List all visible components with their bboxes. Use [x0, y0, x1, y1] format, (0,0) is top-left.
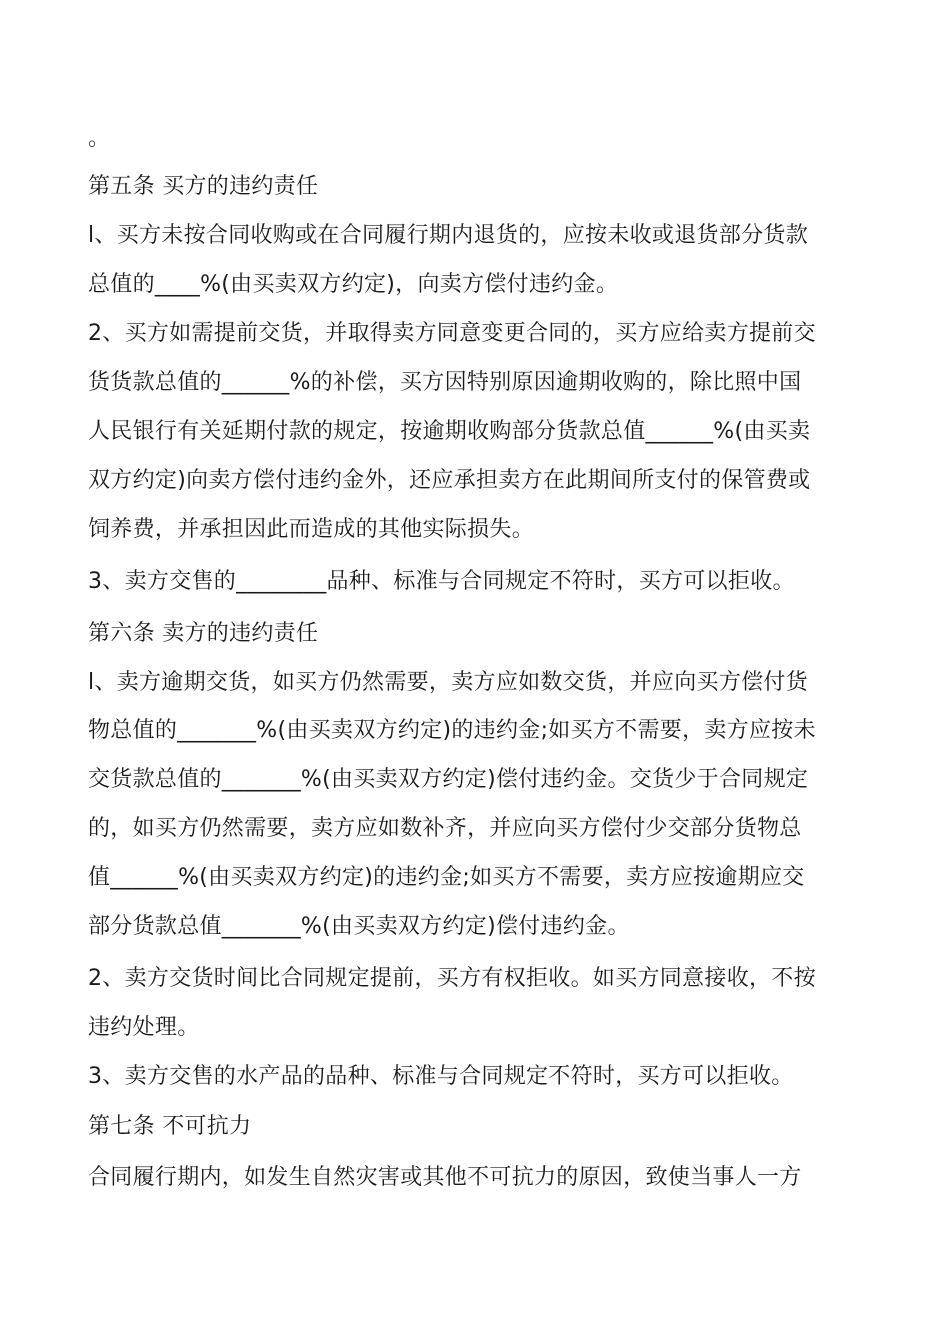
text-line: 部分货款总值_______%(由买卖双方约定)偿付违约金。: [88, 914, 630, 939]
text-line: 3、卖方交售的水产品的品种、标准与合同规定不符时，买方可以拒收。: [88, 1064, 794, 1089]
text-line: l、卖方逾期交货，如买方仍然需要，卖方应如数交货，并应向买方偿付货: [88, 670, 809, 695]
text-line: 值______%(由买卖双方约定)的违约金;如买方不需要，卖方应按逾期应交: [88, 865, 805, 890]
article-six-heading: 第六条 卖方的违约责任: [88, 621, 319, 646]
text-line: 交货款总值的_______%(由买卖双方约定)偿付违约金。交货少于合同规定: [88, 767, 809, 792]
text-line: 总值的____%(由买卖双方约定)，向卖方偿付违约金。: [88, 272, 619, 297]
text-line: 违约处理。: [88, 1015, 200, 1040]
text-line: 合同履行期内，如发生自然灾害或其他不可抗力的原因，致使当事人一方: [88, 1165, 802, 1190]
text-line: 的，如买方仍然需要，卖方应如数补齐，并应向买方偿付少交部分货物总: [88, 816, 802, 841]
article-seven-heading: 第七条 不可抗力: [88, 1114, 252, 1139]
text-line: l、买方未按合同收购或在合同履行期内退货的，应按未收或退货部分货款: [88, 223, 809, 248]
text-line: 2、买方如需提前交货，并取得卖方同意变更合同的，买方应给卖方提前交: [88, 321, 816, 346]
text-line: 人民银行有关延期付款的规定，按逾期收购部分货款总值______%(由买卖: [88, 419, 811, 444]
text-line: 3、卖方交售的________品种、标准与合同规定不符时，买方可以拒收。: [88, 569, 795, 594]
text-line: 2、卖方交货时间比合同规定提前，买方有权拒收。如买方同意接收，不按: [88, 966, 816, 991]
text-line: 。: [88, 126, 111, 151]
text-line: 物总值的_______%(由买卖双方约定)的违约金;如买方不需要，卖方应按未: [88, 718, 816, 743]
text-line: 双方约定)向卖方偿付违约金外，还应承担卖方在此期间所支付的保管费或: [88, 468, 811, 493]
text-line: 货货款总值的______%的补偿，买方因特别原因逾期收购的，除比照中国: [88, 370, 802, 395]
article-five-heading: 第五条 买方的违约责任: [88, 174, 319, 199]
text-line: 饲养费，并承担因此而造成的其他实际损失。: [88, 517, 535, 542]
